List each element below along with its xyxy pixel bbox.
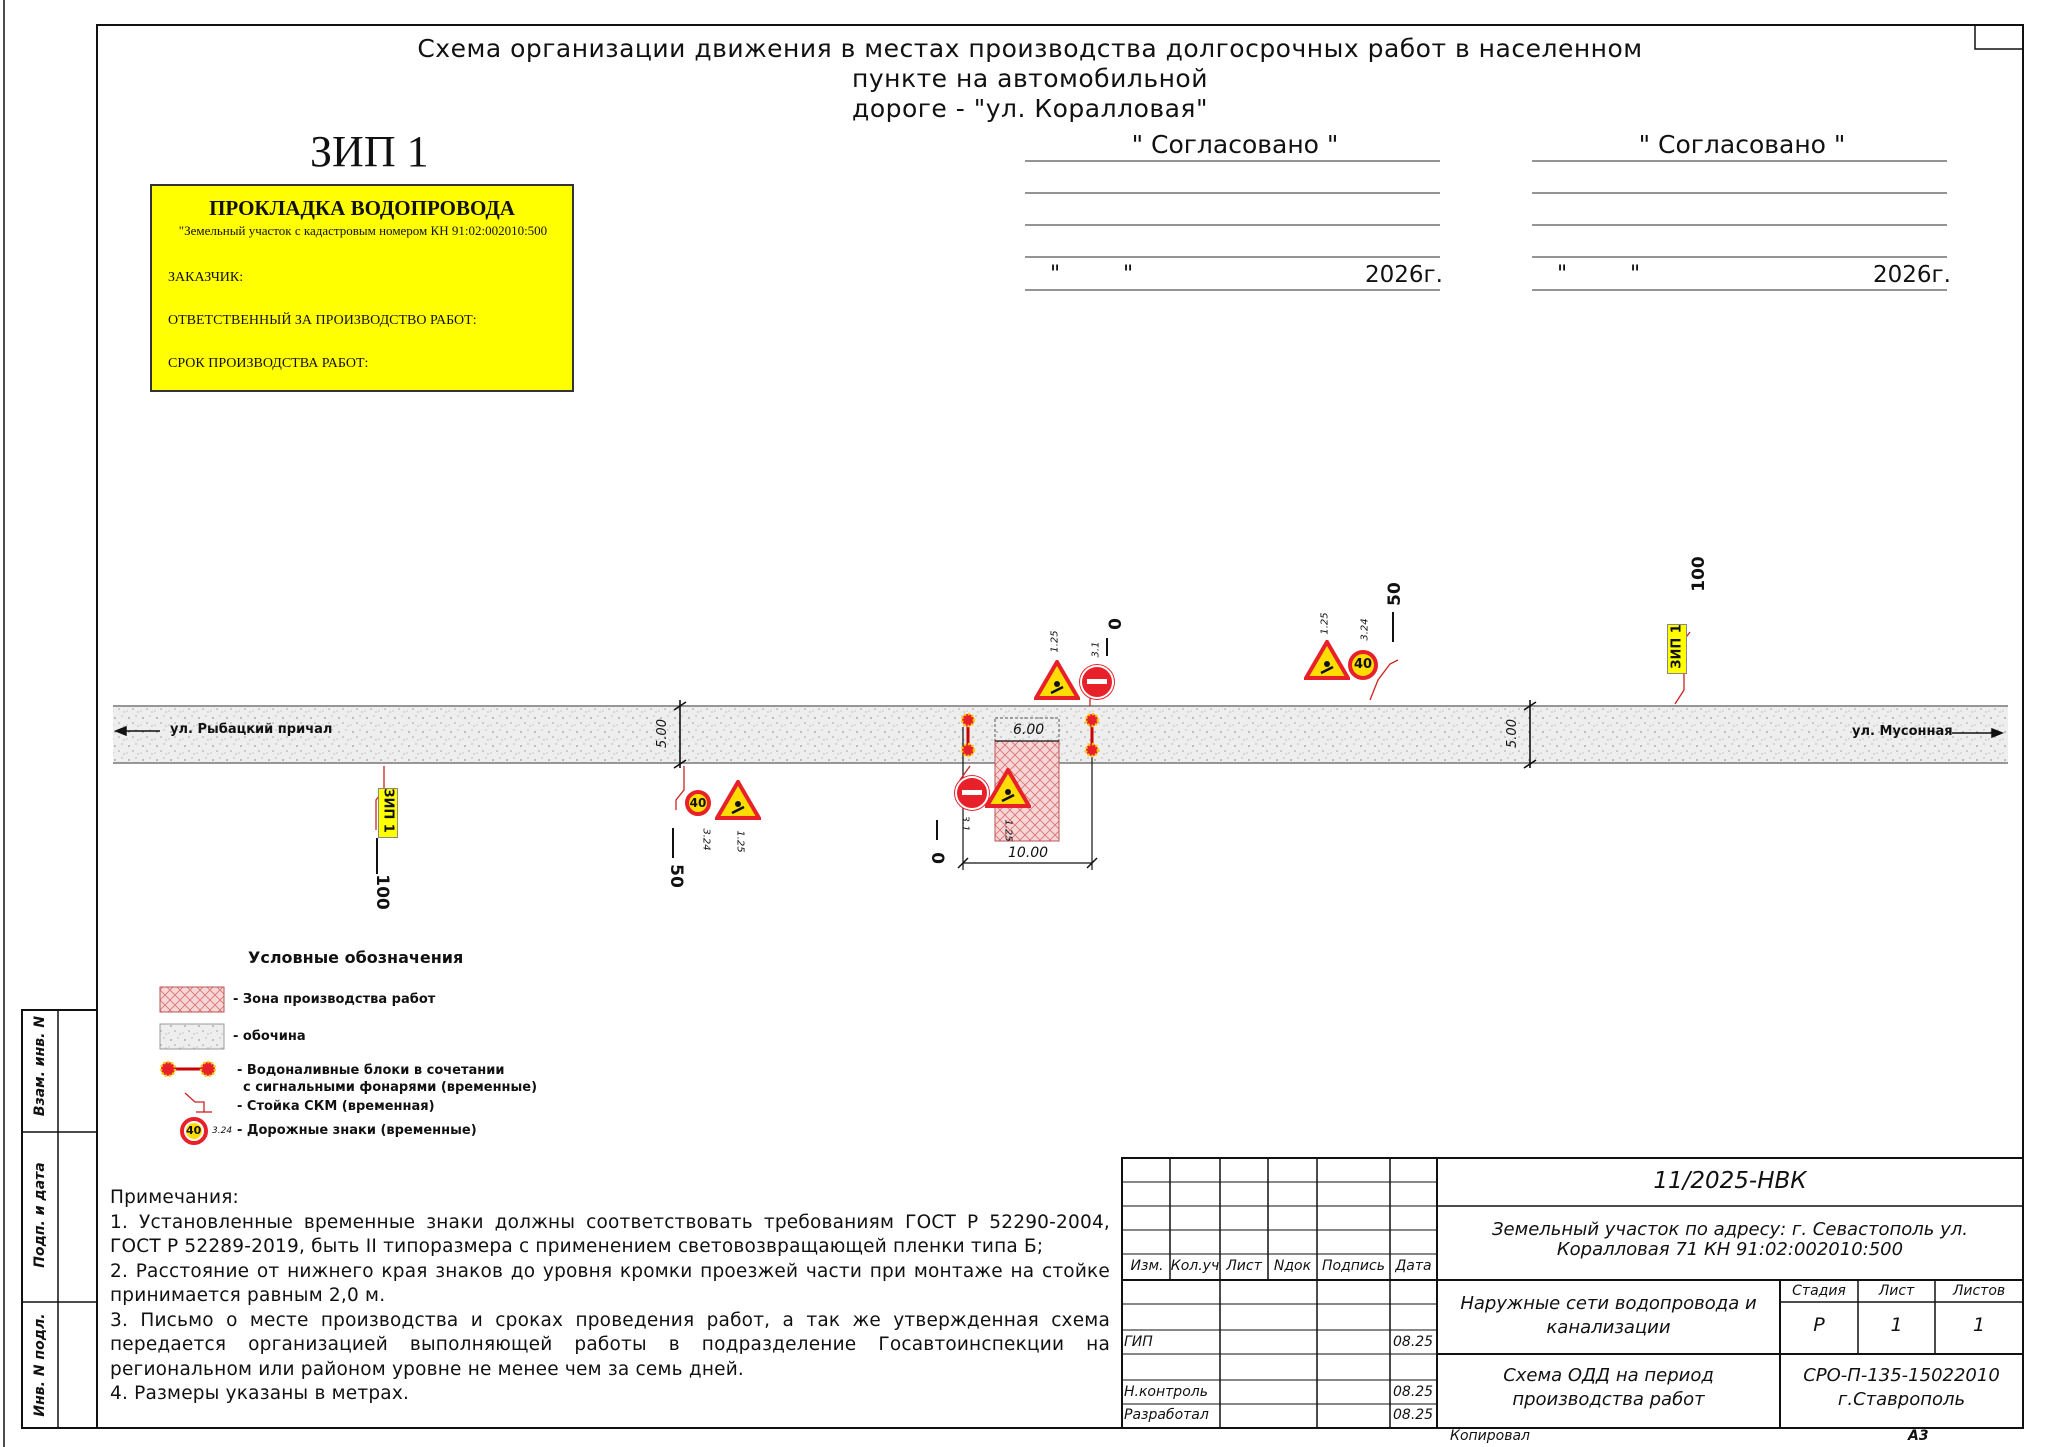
mark-0-bottom-tick — [936, 820, 938, 840]
info-board-responsible: ОТВЕТСТВЕННЫЙ ЗА ПРОИЗВОДСТВО РАБОТ: — [168, 313, 477, 328]
tb-date-razrab: 08.25 — [1393, 1407, 1434, 1423]
tb-project — [1437, 1292, 1780, 1340]
code-31-0-top: 3.1 — [1090, 641, 1102, 658]
street-left-label: ул. Рыбацкий причал — [170, 722, 333, 737]
drawing-title — [380, 34, 1680, 124]
mark-100-top: 100 — [1688, 556, 1709, 592]
note-4: 4. Размеры указаны в метрах. — [110, 1383, 410, 1404]
work-width-dim: 6.00 — [1013, 722, 1045, 738]
legend-speed-value: 40 — [186, 1124, 202, 1137]
info-board — [150, 184, 574, 392]
tb-address-line2: Коралловая 71 КН 91:02:002010:500 — [1556, 1239, 1904, 1260]
tb-col-izm: Изм. — [1130, 1258, 1164, 1274]
approval-left-label: " Согласовано " — [1131, 130, 1339, 159]
road-surface — [113, 706, 2008, 763]
works-sign-0-bottom — [985, 768, 1031, 808]
mark-100-bottom: 100 — [371, 874, 392, 910]
corner-box — [1975, 25, 2023, 49]
mark-50-top: 50 — [1384, 582, 1405, 606]
tb-project-line2: канализации — [1546, 1317, 1671, 1338]
mark-0-top: 0 — [1105, 618, 1126, 630]
mark-50-bottom-tick — [672, 828, 674, 858]
tb-date-nkontrol: 08.25 — [1393, 1384, 1434, 1400]
notes-heading: Примечания: — [110, 1187, 239, 1208]
tb-col-ndok: Nдок — [1273, 1258, 1312, 1274]
tb-date-gip: 08.25 — [1393, 1334, 1434, 1350]
approval-right-year: 2026г. — [1873, 262, 1951, 288]
mark-50-top-tick — [1392, 612, 1394, 642]
approval-lines — [1025, 161, 1947, 290]
tb-address-line1: Земельный участок по адресу: г. Севастополь ул. — [1492, 1219, 1968, 1240]
road-width-dim-right: 5.00 — [1504, 719, 1520, 748]
code-324-50-top: 3.24 — [1359, 618, 1371, 641]
code-31-0-bottom: 3.1 — [959, 815, 971, 832]
noentry-sign-0-bottom — [955, 776, 989, 810]
tb-sheets-header: Листов — [1952, 1283, 2006, 1299]
drawing-title-line2: дороге - "ул. Коралловая" — [852, 94, 1208, 123]
code-125-50-top: 1.25 — [1319, 612, 1331, 635]
info-board-customer: ЗАКАЗЧИК: — [168, 270, 244, 285]
tb-sheet-header: Лист — [1878, 1283, 1915, 1299]
mark-50-bottom: 50 — [665, 864, 686, 888]
tb-col-list: Лист — [1226, 1258, 1262, 1274]
tb-role-razrab: Разработал — [1124, 1407, 1209, 1423]
legend-shoulder-swatch — [160, 1024, 224, 1049]
mark-100-bottom-tick — [376, 838, 378, 874]
mark-0-top-tick — [1106, 638, 1108, 656]
approval-right-label: " Согласовано " — [1638, 130, 1846, 159]
mark-0-bottom: 0 — [926, 852, 947, 864]
approval-right-quotes: " " — [1557, 262, 1641, 287]
tb-col-sign: Подпись — [1322, 1258, 1385, 1274]
side-stamp-sign-date: Подп. и дата — [32, 1162, 48, 1268]
legend-workzone-swatch — [160, 987, 224, 1012]
side-stamp-inv: Инв. N подл. — [32, 1313, 48, 1417]
code-324-50-bottom: 3.24 — [700, 828, 712, 851]
tb-stage-header: Стадия — [1792, 1283, 1846, 1299]
legend-post-swatch — [185, 1093, 212, 1112]
tb-col-kolch: Кол.уч — [1170, 1258, 1220, 1274]
tb-project-line1: Наружные сети водопровода и — [1460, 1293, 1757, 1314]
tb-col-date: Дата — [1395, 1258, 1432, 1274]
work-length-dim: 10.00 — [1008, 845, 1049, 861]
zip-sign-bottom-label: ЗИП 1 — [380, 788, 396, 833]
info-board-period: СРОК ПРОИЗВОДСТВА РАБОТ: — [168, 356, 369, 371]
legend-title: Условные обозначения — [248, 948, 464, 967]
zip-sign-top-label: ЗИП 1 — [1669, 624, 1685, 669]
legend-speed-code: 3.24 — [212, 1126, 233, 1136]
tb-stage: Р — [1813, 1314, 1825, 1336]
code-125-0-top: 1.25 — [1049, 630, 1061, 653]
speed-sign-50-top: 40 — [1348, 650, 1378, 680]
note-1: 1. Установленные временные знаки должны соответствовать требованиям ГОСТ Р 52290-2004, ГОСТ Р 52289-2019, быть II типоразмера с применением световозвращающей пленки типа Б; — [110, 1211, 1110, 1257]
tb-role-gip: ГИП — [1124, 1334, 1153, 1350]
tb-sheets: 1 — [1972, 1314, 1986, 1336]
tb-org-line1: СРО-П-135-15022010 — [1803, 1365, 2000, 1386]
tb-sheet: 1 — [1890, 1314, 1903, 1336]
speed-sign-50-bottom: 40 — [685, 790, 711, 816]
legend-blocks-swatch — [161, 1062, 215, 1076]
info-board-title: ПРОКЛАДКА ВОДОПРОВОДА — [209, 196, 515, 220]
notes-block — [110, 1186, 1110, 1407]
legend-item-shoulder: - обочина — [233, 1029, 306, 1044]
side-stamp-replace: Взам. инв. N — [32, 1015, 48, 1117]
code-125-0-bottom: 1.25 — [1002, 819, 1014, 842]
code-125-50-bottom: 1.25 — [734, 830, 746, 853]
tb-drawing-line1: Схема ОДД на период — [1503, 1365, 1714, 1386]
drawing-title-line1: Схема организации движения в местах производства долгосрочных работ в населенном пункте на автомобильной — [417, 34, 1643, 93]
tb-role-nkontrol: Н.контроль — [1124, 1384, 1208, 1400]
works-sign-50-bottom — [715, 780, 761, 820]
works-sign-0-top — [1034, 660, 1080, 700]
approval-left-year: 2026г. — [1365, 262, 1443, 288]
street-right-label: ул. Мусонная — [1852, 724, 1953, 739]
zip-title: ЗИП 1 — [310, 127, 429, 176]
info-board-subtitle: "Земельный участок с кадастровым номером КН 91:02:002010:500 — [178, 223, 548, 238]
note-3: 3. Письмо о месте производства и сроках проведения работ, а так же утвержденная схема передается организацией выполняющей работы в подразделение Госавтоинспекции на региональном или районом уровне не менее чем за семь дней. — [110, 1309, 1110, 1380]
tb-drawing-line2: производства работ — [1512, 1389, 1705, 1410]
tb-copied: Копировал — [1450, 1428, 1530, 1444]
legend-item-workzone: - Зона производства работ — [233, 992, 436, 1007]
legend-item-blocks: - Водоналивные блоки в сочетании — [237, 1063, 505, 1078]
legend-item-blocks-2: с сигнальными фонарями (временные) — [243, 1080, 538, 1095]
legend-item-post: - Стойка СКМ (временная) — [237, 1099, 435, 1114]
legend-item-signs: - Дорожные знаки (временные) — [237, 1123, 477, 1138]
note-2: 2. Расстояние от нижнего края знаков до уровня кромки проезжей части при монтаже на стойке принимается равным 2,0 м. — [110, 1260, 1110, 1306]
road-width-dim-left: 5.00 — [654, 719, 670, 748]
zip-sign-bottom — [378, 788, 398, 838]
tb-org-line2: г.Ставрополь — [1837, 1389, 1966, 1410]
tb-doc-code: 11/2025-НВК — [1653, 1168, 1807, 1194]
zip-sign-top — [1667, 624, 1687, 674]
tb-drawing — [1437, 1364, 1780, 1412]
tb-address — [1437, 1220, 2023, 1260]
tb-format: А3 — [1908, 1428, 1929, 1444]
noentry-sign-0-top — [1080, 665, 1114, 699]
works-sign-50-top — [1304, 640, 1350, 680]
approval-left-quotes: " " — [1050, 262, 1134, 287]
tb-org — [1780, 1364, 2023, 1412]
